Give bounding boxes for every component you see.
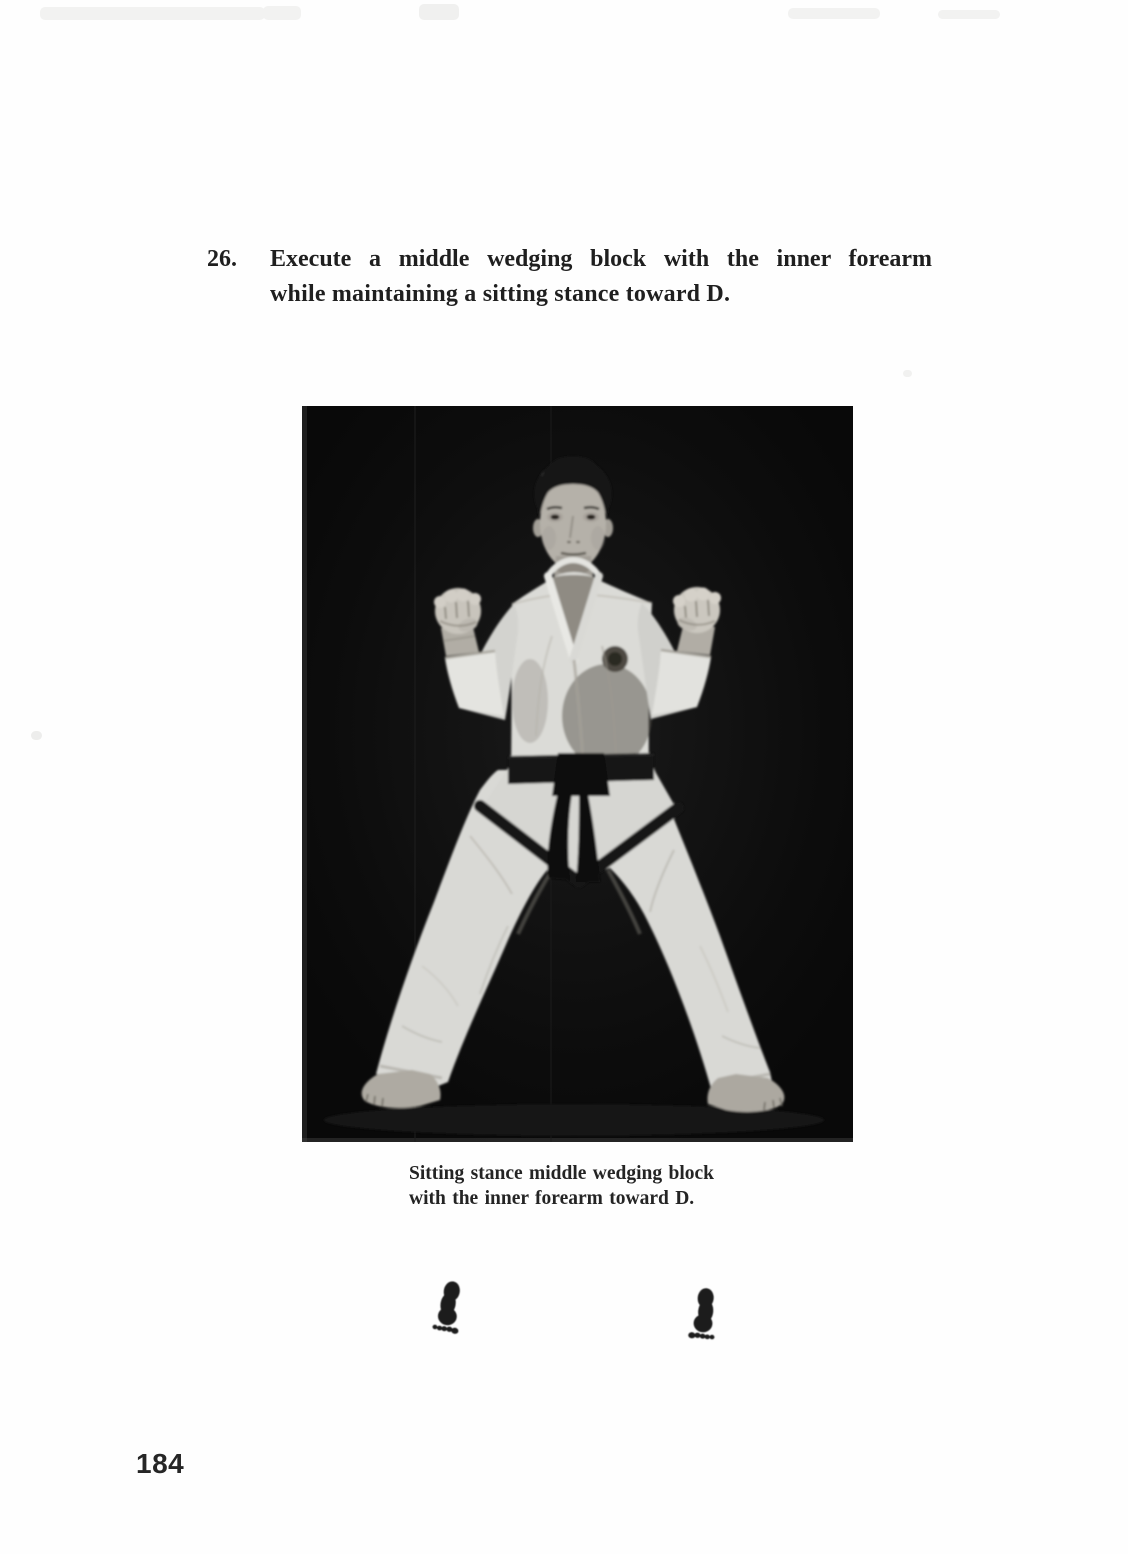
scan-artifact — [788, 8, 880, 19]
scan-artifact — [31, 731, 42, 740]
photo-sitting-stance-wedging-block — [302, 406, 853, 1142]
scan-artifact — [40, 7, 265, 20]
instruction-line-2: while maintaining a sitting stance toward D. — [270, 281, 731, 307]
caption-line-1: Sitting stance middle wedging block — [409, 1163, 715, 1184]
instruction-text — [270, 242, 932, 312]
scan-edge — [302, 406, 307, 1142]
page-number: 184 — [136, 1448, 185, 1479]
scan-artifact — [419, 4, 459, 20]
scan-artifact — [903, 370, 912, 377]
instruction-number: 26. — [207, 246, 237, 272]
photo-caption — [409, 1161, 789, 1211]
footprint-icon — [428, 1277, 469, 1338]
scan-artifact — [263, 6, 301, 20]
scan-artifact — [938, 10, 1000, 19]
photo-illustration — [302, 406, 853, 1142]
footprint-icon — [685, 1284, 723, 1343]
caption-line-2: with the inner forearm toward D. — [409, 1188, 695, 1209]
instruction-line-1: Execute a middle wedging block with the inner forearm — [270, 246, 932, 272]
